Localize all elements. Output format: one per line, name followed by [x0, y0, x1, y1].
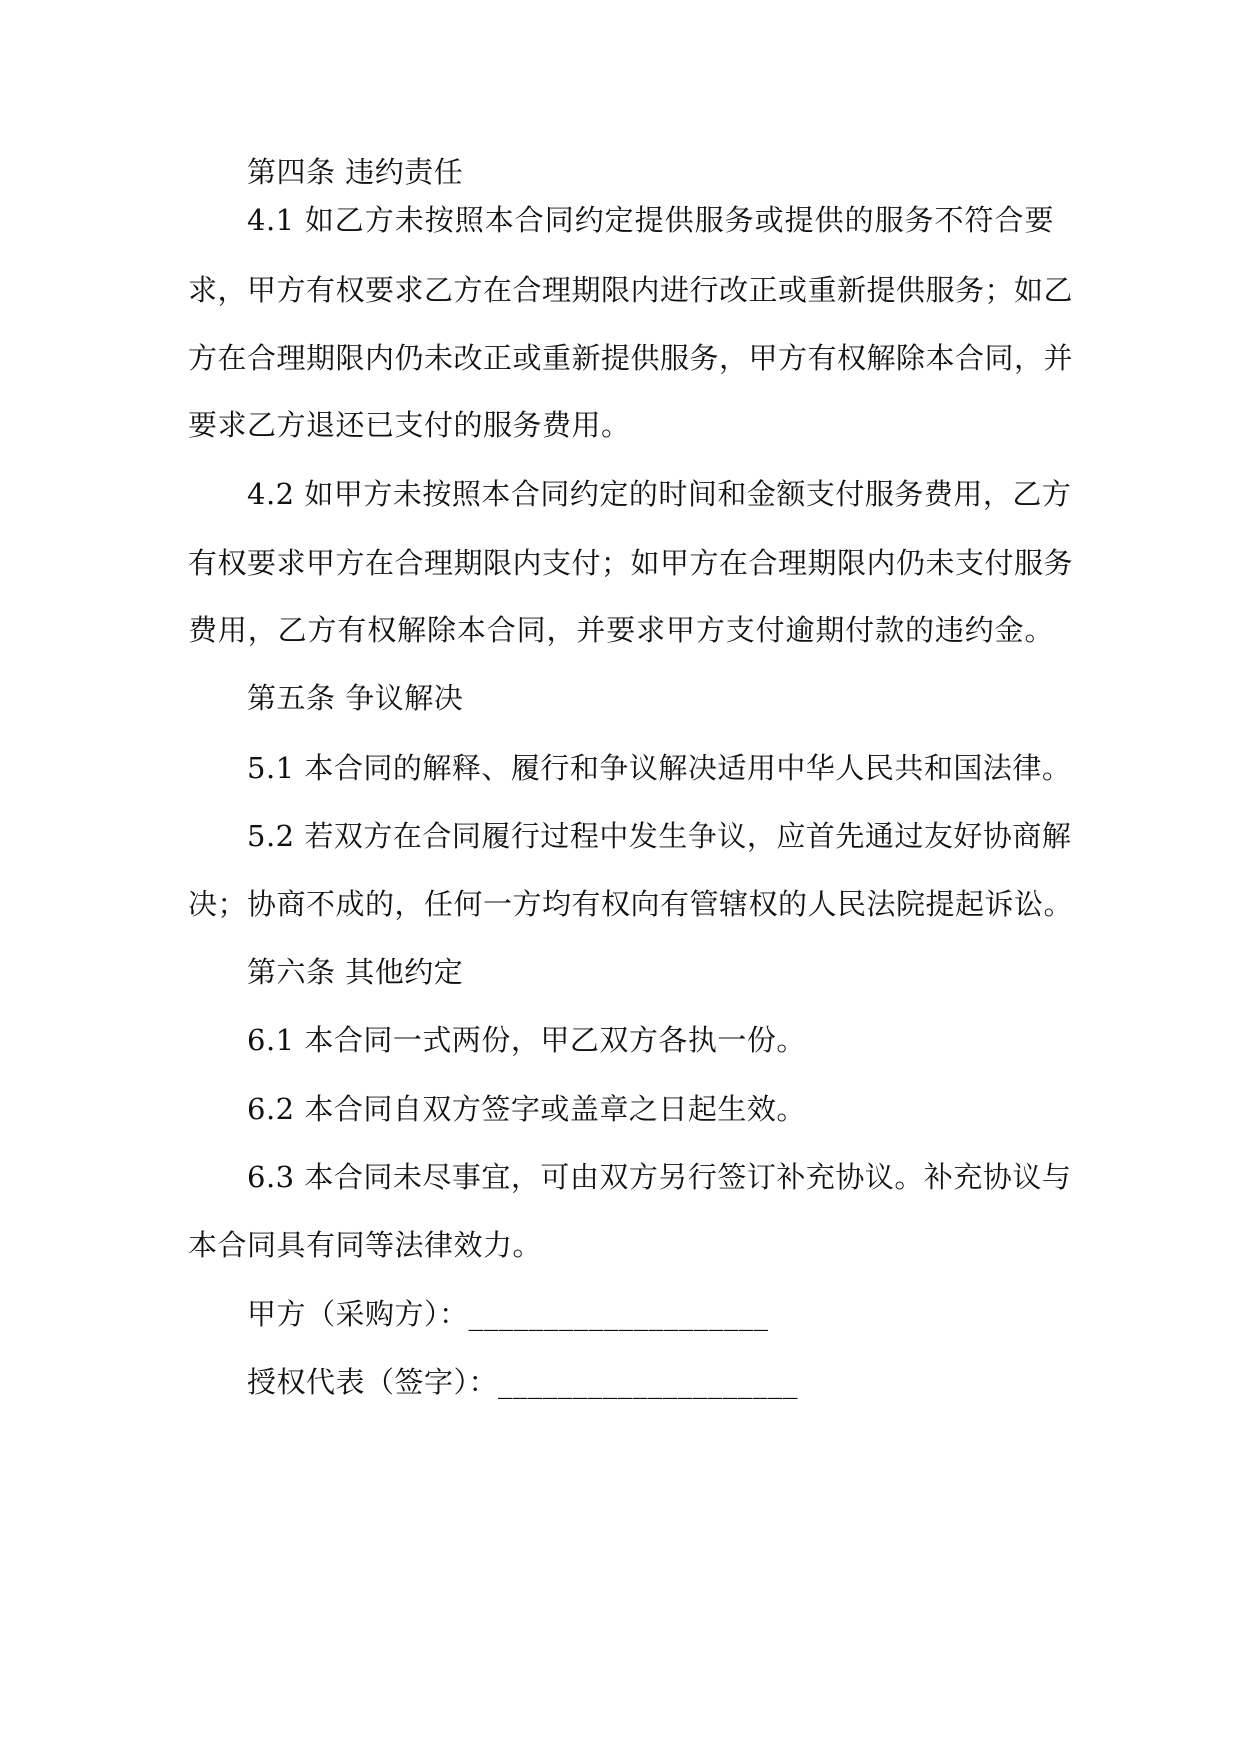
clause-4-1-line-3: 方在合理期限内仍未改正或重新提供服务，甲方有权解除本合同，并	[188, 341, 1074, 375]
clause-5-1: 5.1 本合同的解释、履行和争议解决适用中华人民共和国法律。	[247, 751, 1072, 785]
clause-5-2-line-1: 5.2 若双方在合同履行过程中发生争议，应首先通过友好协商解	[247, 819, 1072, 853]
article-6-heading: 第六条 其他约定	[247, 955, 464, 989]
clause-6-3-line-1: 6.3 本合同未尽事宜，可由双方另行签订补充协议。补充协议与	[247, 1160, 1072, 1194]
clause-6-2: 6.2 本合同自双方签字或盖章之日起生效。	[247, 1092, 806, 1126]
clause-6-3-line-2: 本合同具有同等法律效力。	[188, 1228, 543, 1262]
clause-4-1-line-2: 求，甲方有权要求乙方在合理期限内进行改正或重新提供服务；如乙	[188, 273, 1074, 307]
clause-5-2-line-2: 决；协商不成的，任何一方均有权向有管辖权的人民法院提起诉讼。	[188, 887, 1074, 921]
article-5-heading: 第五条 争议解决	[247, 681, 464, 715]
clause-6-1: 6.1 本合同一式两份，甲乙双方各执一份。	[247, 1023, 806, 1057]
clause-4-2-line-2: 有权要求甲方在合理期限内支付；如甲方在合理期限内仍未支付服务	[188, 546, 1074, 580]
clause-4-2-line-3: 费用，乙方有权解除本合同，并要求甲方支付逾期付款的违约金。	[188, 613, 1054, 647]
clause-4-1-line-1: 4.1 如乙方未按照本合同约定提供服务或提供的服务不符合要	[247, 203, 1054, 237]
representative-signature-line: 授权代表（签字）：____________________	[247, 1365, 799, 1399]
clause-4-1-line-4: 要求乙方退还已支付的服务费用。	[188, 408, 631, 442]
clause-4-2-line-1: 4.2 如甲方未按照本合同约定的时间和金额支付服务费用，乙方	[247, 477, 1072, 511]
party-a-signature-line: 甲方（采购方）：____________________	[247, 1297, 769, 1331]
article-4-heading: 第四条 违约责任	[247, 155, 464, 189]
